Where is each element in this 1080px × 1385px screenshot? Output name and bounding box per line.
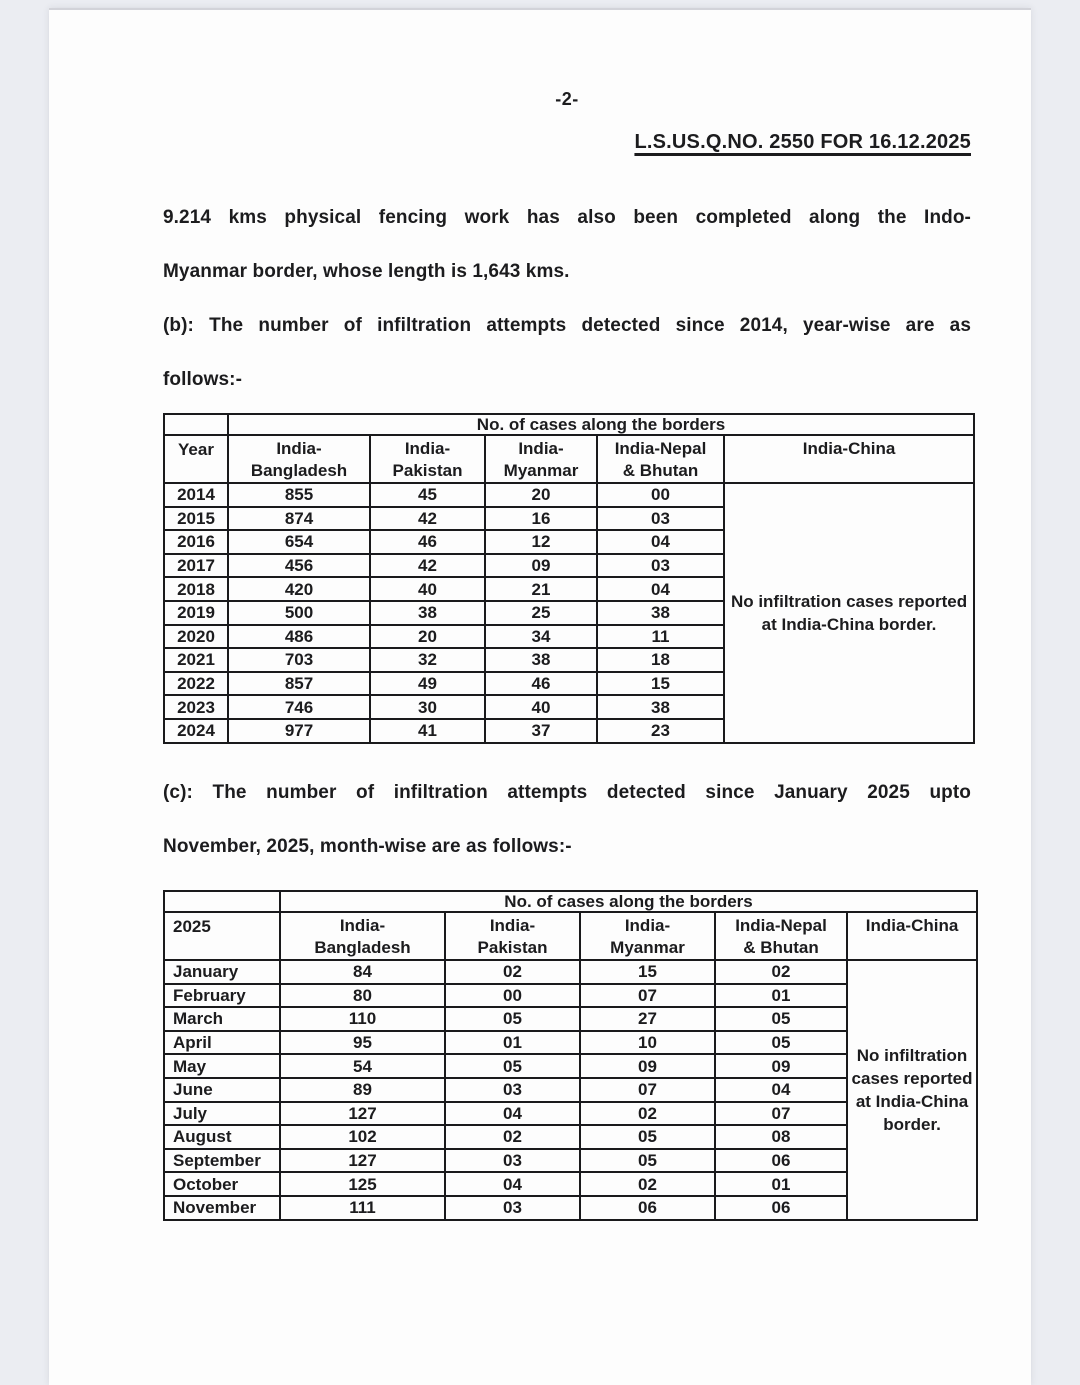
col-header-india-bangladesh [280,912,445,960]
column-header-row [164,435,974,483]
cell-value: 00 [445,984,580,1008]
paragraph-line: (b): The number of infiltration attempts detected since 2014, year-wise are as [163,315,971,336]
col-header-india-nepal-bhutan [597,435,724,483]
row-label: 2023 [164,695,228,719]
cell-value: 40 [485,695,597,719]
row-label: 2019 [164,601,228,625]
cell-value: 02 [715,960,847,984]
cell-value: 01 [715,1172,847,1196]
cell-value: 01 [445,1031,580,1055]
paragraph-line: 9.214 kms physical fencing work has also been completed along the Indo- [163,207,971,228]
col-header-line: India- [339,916,386,935]
cell-value: 02 [445,1125,580,1149]
cell-value: 04 [597,530,724,554]
cell-value: 45 [370,483,485,507]
cell-value: 02 [580,1172,715,1196]
monthwise-table-body [164,960,977,1220]
cell-value: 02 [580,1102,715,1126]
col-header-line: India-Nepal [614,439,707,458]
document-page [49,8,1031,1385]
cell-value: 30 [370,695,485,719]
cell-value: 09 [580,1054,715,1078]
cell-value: 38 [370,601,485,625]
cell-value: 09 [715,1054,847,1078]
cell-value: 42 [370,507,485,531]
row-label: 2018 [164,577,228,601]
cell-value: 04 [597,577,724,601]
cell-value: 38 [597,695,724,719]
cell-value: 84 [280,960,445,984]
cell-value: 05 [580,1149,715,1173]
question-reference-heading: L.S.US.Q.NO. 2550 FOR 16.12.2025 [634,131,971,153]
col-header-line: Pakistan [392,461,463,480]
col-header-line: India- [518,439,564,458]
cell-value: 01 [715,984,847,1008]
cell-value: 41 [370,719,485,743]
row-label: September [164,1149,280,1173]
row-label: 2024 [164,719,228,743]
col-header-india-pakistan [370,435,485,483]
row-label: 2017 [164,554,228,578]
row-label: November [164,1196,280,1220]
cell-value: 32 [370,648,485,672]
cell-value: 03 [445,1196,580,1220]
yearwise-infiltration-table [163,413,975,744]
cell-value: 05 [445,1007,580,1031]
col-header-line: India- [276,439,322,458]
cell-value: 03 [597,507,724,531]
group-header-row [164,891,977,912]
row-header-year: Year [164,435,228,483]
row-label: October [164,1172,280,1196]
row-label: February [164,984,280,1008]
col-header-india-pakistan [445,912,580,960]
cell-value: 16 [485,507,597,531]
cell-value: 110 [280,1007,445,1031]
cell-value: 21 [485,577,597,601]
cell-value: 855 [228,483,370,507]
cell-value: 420 [228,577,370,601]
cell-value: 18 [597,648,724,672]
col-header-india-bangladesh [228,435,370,483]
cell-value: 111 [280,1196,445,1220]
row-label: 2020 [164,625,228,649]
col-header-india-nepal-bhutan [715,912,847,960]
cell-value: 05 [580,1125,715,1149]
cell-value: 34 [485,625,597,649]
cell-value: 15 [580,960,715,984]
cell-value: 127 [280,1102,445,1126]
cell-value: 38 [597,601,724,625]
cell-value: 04 [445,1172,580,1196]
row-label: March [164,1007,280,1031]
col-header-india-myanmar [485,435,597,483]
corner-cell [164,891,280,912]
row-label: April [164,1031,280,1055]
col-header-line: India-China [865,916,959,935]
cell-value: 500 [228,601,370,625]
cell-value: 07 [580,1078,715,1102]
col-header-line: & Bhutan [622,461,699,480]
monthwise-infiltration-table [163,890,978,1221]
india-china-note: No infiltration cases reported at India-China border. [724,483,974,743]
col-header-line: India- [404,439,451,458]
cell-value: 03 [445,1078,580,1102]
yearwise-table-body [164,483,974,743]
cell-value: 05 [445,1054,580,1078]
cell-value: 37 [485,719,597,743]
cell-value: 127 [280,1149,445,1173]
cell-value: 89 [280,1078,445,1102]
cell-value: 46 [485,672,597,696]
cell-value: 05 [715,1031,847,1055]
row-label: June [164,1078,280,1102]
cell-value: 03 [445,1149,580,1173]
cell-value: 20 [370,625,485,649]
row-label: 2022 [164,672,228,696]
cell-value: 06 [715,1196,847,1220]
col-header-line: India-China [802,439,896,458]
cell-value: 654 [228,530,370,554]
paragraph-line: Myanmar border, whose length is 1,643 kms. [163,261,570,282]
col-header-india-china [847,912,977,960]
cell-value: 06 [580,1196,715,1220]
col-header-line: Bangladesh [314,938,411,957]
cell-value: 42 [370,554,485,578]
cell-value: 04 [715,1078,847,1102]
row-label: 2021 [164,648,228,672]
cell-value: 857 [228,672,370,696]
col-header-line: & Bhutan [743,938,819,957]
cell-value: 02 [445,960,580,984]
col-header-line: India- [489,916,536,935]
india-china-note: No infiltration cases reported at India-China border. [847,960,977,1220]
cell-value: 703 [228,648,370,672]
row-label: August [164,1125,280,1149]
row-label: July [164,1102,280,1126]
cell-value: 05 [715,1007,847,1031]
row-label: 2015 [164,507,228,531]
cell-value: 06 [715,1149,847,1173]
cell-value: 746 [228,695,370,719]
cell-value: 102 [280,1125,445,1149]
cell-value: 874 [228,507,370,531]
cell-value: 456 [228,554,370,578]
table-row [164,960,977,984]
cell-value: 486 [228,625,370,649]
cell-value: 23 [597,719,724,743]
group-header: No. of cases along the borders [280,891,977,912]
cell-value: 125 [280,1172,445,1196]
paragraph-line: (c): The number of infiltration attempts detected since January 2025 upto [163,782,971,803]
cell-value: 95 [280,1031,445,1055]
cell-value: 80 [280,984,445,1008]
cell-value: 00 [597,483,724,507]
row-header-2025: 2025 [164,912,280,960]
section-b-paragraph [163,191,971,407]
cell-value: 03 [597,554,724,578]
section-c-paragraph [163,766,971,874]
cell-value: 12 [485,530,597,554]
cell-value: 25 [485,601,597,625]
group-header: No. of cases along the borders [228,414,974,435]
cell-value: 20 [485,483,597,507]
cell-value: 11 [597,625,724,649]
cell-value: 09 [485,554,597,578]
cell-value: 40 [370,577,485,601]
cell-value: 54 [280,1054,445,1078]
cell-value: 07 [715,1102,847,1126]
paragraph-line: follows:- [163,369,242,390]
col-header-line: Pakistan [477,938,548,957]
table-row [164,483,974,507]
col-header-line: India-Nepal [735,916,827,935]
row-label: 2014 [164,483,228,507]
corner-cell [164,414,228,435]
cell-value: 08 [715,1125,847,1149]
col-header-india-china [724,435,974,483]
col-header-line: India- [624,916,671,935]
cell-value: 46 [370,530,485,554]
cell-value: 15 [597,672,724,696]
paragraph-line: November, 2025, month-wise are as follows:- [163,836,572,857]
cell-value: 38 [485,648,597,672]
col-header-line: Myanmar [503,461,579,480]
row-label: May [164,1054,280,1078]
group-header-row [164,414,974,435]
cell-value: 07 [580,984,715,1008]
page-number: -2- [555,89,579,109]
row-label: January [164,960,280,984]
col-header-india-myanmar [580,912,715,960]
cell-value: 27 [580,1007,715,1031]
col-header-line: Bangladesh [250,461,348,480]
column-header-row [164,912,977,960]
row-label: 2016 [164,530,228,554]
cell-value: 977 [228,719,370,743]
cell-value: 49 [370,672,485,696]
cell-value: 04 [445,1102,580,1126]
col-header-line: Myanmar [610,938,685,957]
cell-value: 10 [580,1031,715,1055]
